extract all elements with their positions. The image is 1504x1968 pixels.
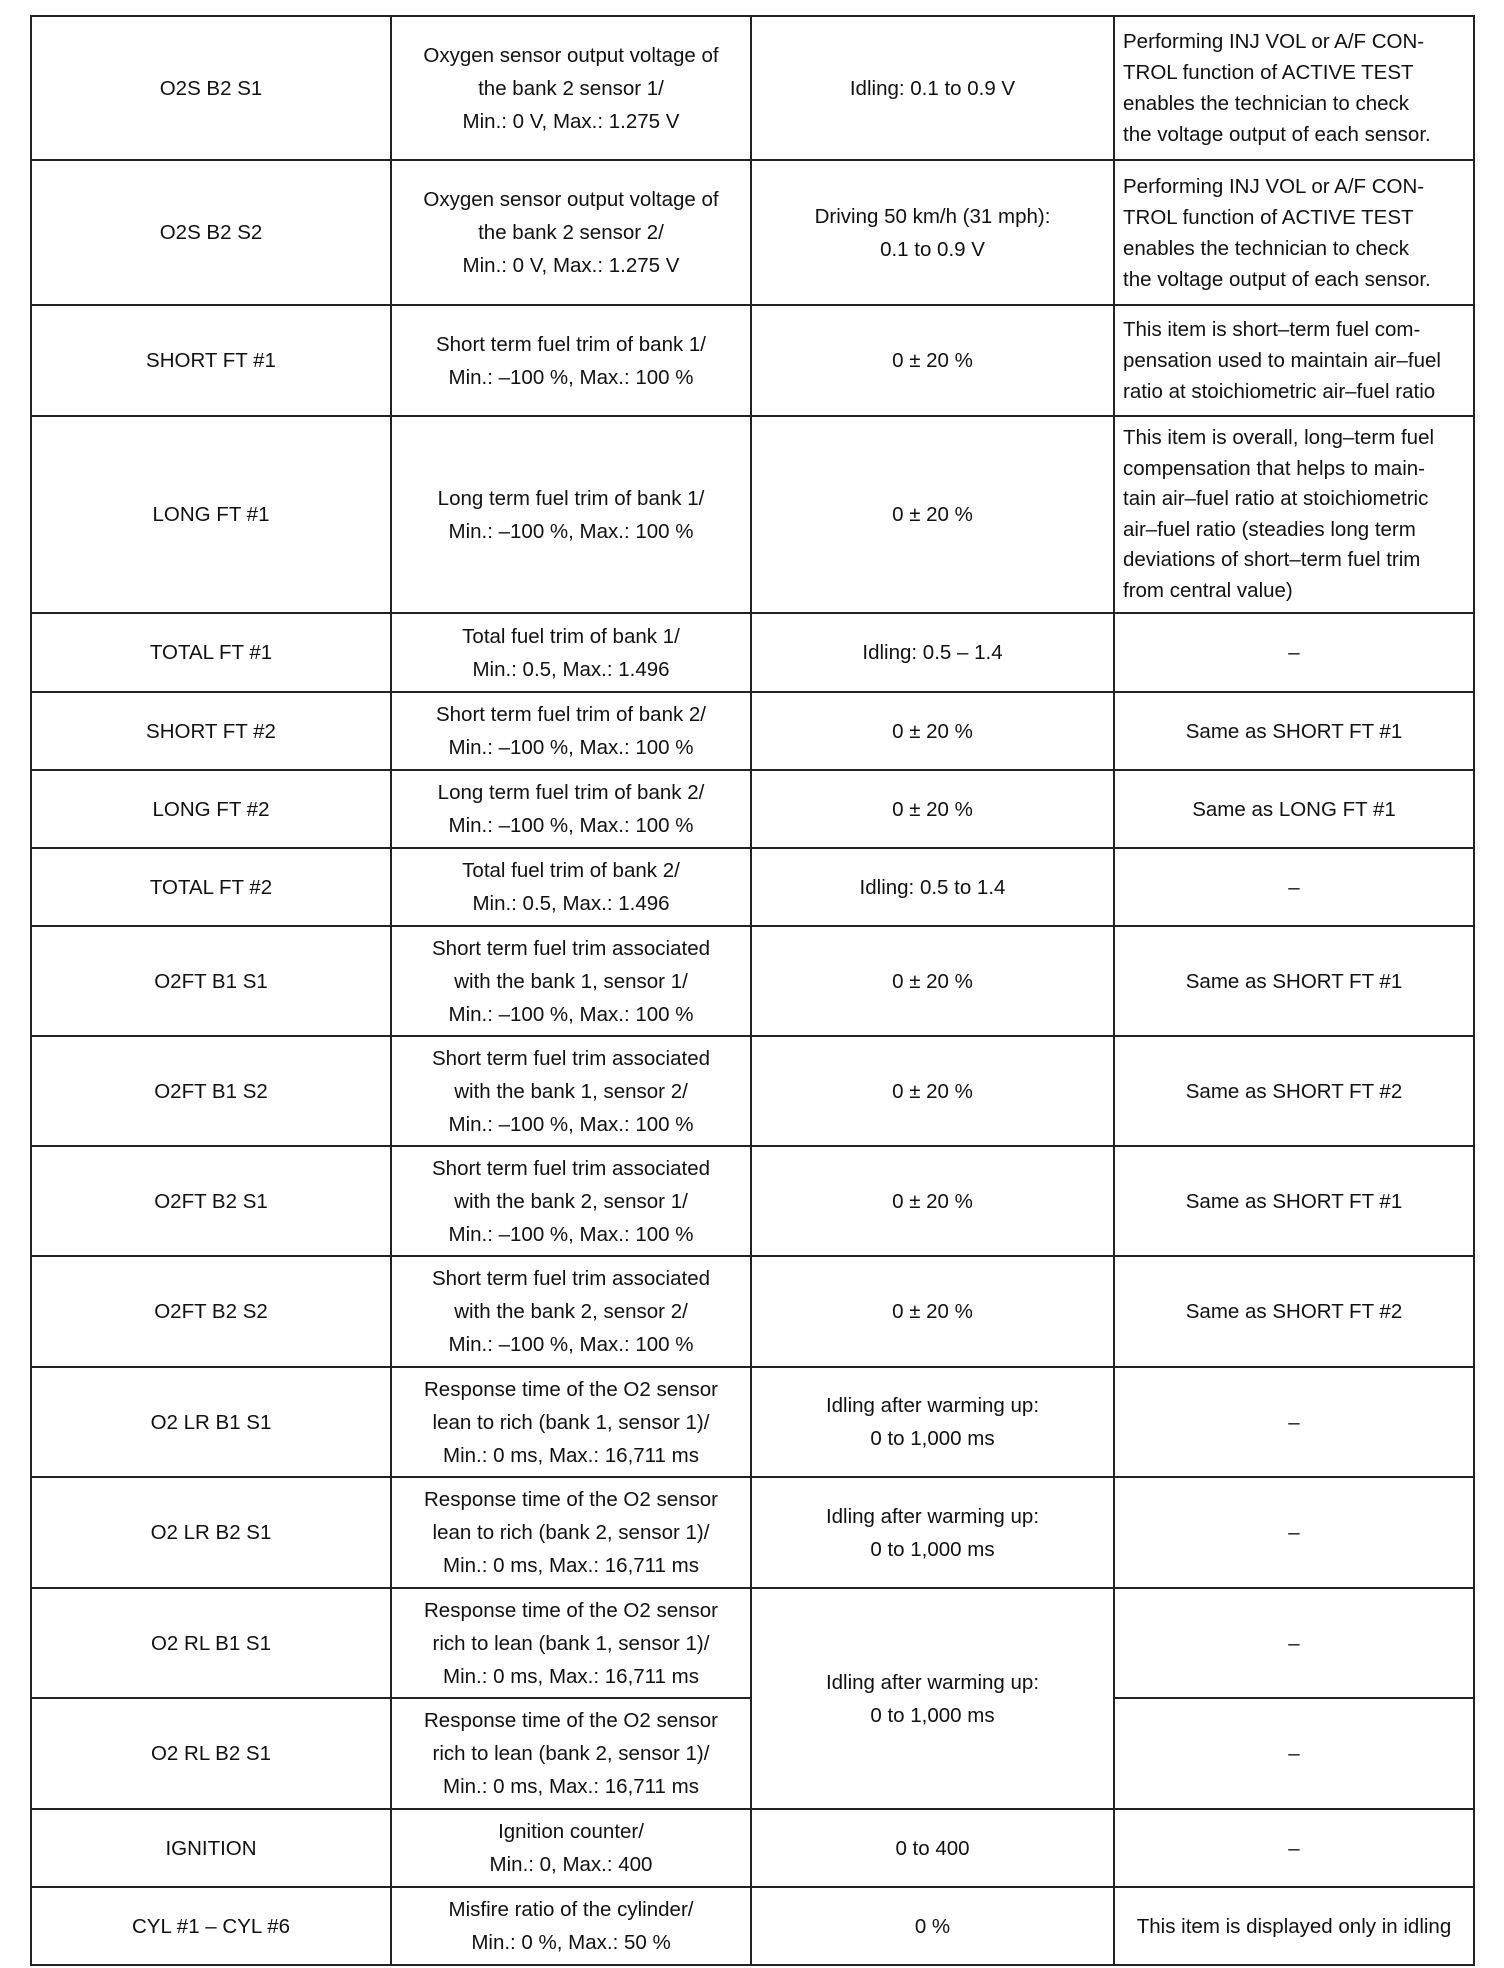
measurement-text: the bank 2 sensor 1/ [478,76,664,100]
measurement-text: Ignition counter/ [498,1820,644,1843]
measurement-text: Min.: 0 ms, Max.: 16,711 ms [443,1664,699,1688]
normal-cell [751,1036,1114,1146]
item-text: CYL #1 – CYL #6 [131,1914,291,1938]
item-text: O2S B2 S1 [159,76,263,100]
remarks-text: pensation used to maintain air–fuel [1123,349,1441,372]
normal-cell [751,613,1114,692]
normal-text: 0 ± 20 % [892,1079,973,1103]
measurement-text: the bank 2 sensor 2/ [478,221,664,244]
measurement-cell [391,305,751,416]
measurement-text: Min.: 0.5, Max.: 1.496 [472,657,670,681]
measurement-text: Response time of the O2 sensor [424,1377,718,1401]
measurement-cell [391,1146,751,1256]
normal-cell [751,926,1114,1036]
measurement-text: Min.: –100 %, Max.: 100 % [448,1333,694,1356]
normal-text: 0 to 1,000 ms [870,1537,995,1561]
measurement-text: Min.: –100 %, Max.: 100 % [448,814,694,837]
measurement-text: Misfire ratio of the cylinder/ [448,1898,694,1921]
normal-text: Driving 50 km/h (31 mph): [814,204,1051,228]
remarks-cell [1114,692,1474,770]
measurement-cell [391,1477,751,1588]
item-cell [31,770,391,848]
table-row [31,1588,1474,1698]
remarks-cell [1114,1887,1474,1965]
remarks-text: Same as SHORT FT #2 [1185,1079,1403,1103]
table-row [31,1367,1474,1477]
measurement-text: Response time of the O2 sensor [424,1488,718,1511]
table-row [31,416,1474,613]
item-cell [31,1809,391,1887]
normal-cell [751,1256,1114,1367]
item-text: LONG FT #2 [152,797,270,821]
remarks-text: – [1288,1521,1300,1544]
remarks-cell [1114,613,1474,692]
item-cell [31,1588,391,1698]
remarks-cell [1114,848,1474,926]
table-row [31,160,1474,305]
remarks-text: ratio at stoichiometric air–fuel ratio [1123,380,1436,403]
measurement-cell [391,1887,751,1965]
normal-cell [751,16,1114,160]
measurement-text: Short term fuel trim associated [432,1156,710,1180]
normal-text: 0 to 1,000 ms [870,1703,995,1727]
item-cell [31,692,391,770]
table-row [31,305,1474,416]
measurement-text: Long term fuel trim of bank 1/ [437,486,705,510]
measurement-text: Long term fuel trim of bank 2/ [437,781,705,804]
measurement-text: with the bank 2, sensor 2/ [454,1300,688,1323]
measurement-text: Min.: –100 %, Max.: 100 % [448,519,694,543]
measurement-text: Total fuel trim of bank 2/ [462,859,680,882]
measurement-cell [391,1256,751,1367]
remarks-text: – [1288,1742,1300,1765]
measurement-cell [391,770,751,848]
remarks-text: Same as SHORT FT #1 [1185,969,1403,993]
measurement-cell [391,1036,751,1146]
measurement-text: Oxygen sensor output voltage of [423,43,719,67]
normal-text: Idling after warming up: [825,1670,1040,1694]
item-cell [31,305,391,416]
item-text: TOTAL FT #2 [149,875,273,899]
measurement-text: Min.: 0.5, Max.: 1.496 [472,892,670,915]
item-cell [31,926,391,1036]
remarks-cell [1114,1367,1474,1477]
measurement-cell [391,1698,751,1809]
item-cell [31,1146,391,1256]
item-cell [31,416,391,613]
normal-text: Idling after warming up: [825,1394,1040,1417]
table-body [31,16,1474,1965]
measurement-text: Min.: 0, Max.: 400 [489,1853,653,1876]
normal-text: 0 ± 20 % [892,719,973,743]
remarks-text: This item is overall, long–term fuel [1123,426,1435,449]
remarks-text: the voltage output of each sensor. [1123,123,1431,146]
normal-text: 0 ± 20 % [892,1300,973,1323]
remarks-cell [1114,1256,1474,1367]
item-text: O2 LR B1 S1 [150,1410,272,1434]
item-text: SHORT FT #2 [146,719,276,743]
item-cell [31,613,391,692]
measurement-text: Min.: –100 %, Max.: 100 % [448,1222,694,1246]
normal-text: Idling: 0.5 to 1.4 [859,875,1006,899]
measurement-text: Min.: –100 %, Max.: 100 % [448,365,694,389]
normal-text: 0 to 400 [895,1836,970,1860]
normal-text: 0 ± 20 % [892,969,973,993]
remarks-text: Same as LONG FT #1 [1192,797,1396,821]
table-row [31,770,1474,848]
table-row [31,1887,1474,1965]
remarks-cell [1114,305,1474,416]
table-row [31,1146,1474,1256]
item-text: O2 LR B2 S1 [150,1521,272,1544]
normal-cell [751,416,1114,613]
measurement-cell [391,16,751,160]
measurement-text: Min.: –100 %, Max.: 100 % [448,1112,694,1136]
measurement-text: Short term fuel trim of bank 2/ [435,703,707,726]
measurement-cell [391,692,751,770]
remarks-text: the voltage output of each sensor. [1123,267,1431,291]
remarks-text: TROL function of ACTIVE TEST [1123,205,1414,229]
table-row [31,926,1474,1036]
normal-cell [751,1809,1114,1887]
measurement-cell [391,160,751,305]
measurement-cell [391,1367,751,1477]
remarks-text: This item is displayed only in idling [1136,1914,1452,1938]
normal-text: 0 ± 20 % [892,503,973,526]
remarks-cell [1114,926,1474,1036]
item-text: LONG FT #1 [152,503,270,526]
measurement-cell [391,613,751,692]
measurement-text: Short term fuel trim associated [432,936,710,960]
remarks-text: This item is short–term fuel com- [1123,318,1421,341]
measurement-text: lean to rich (bank 1, sensor 1)/ [432,1410,710,1434]
measurement-text: lean to rich (bank 2, sensor 1)/ [432,1521,710,1544]
measurement-text: Response time of the O2 sensor [424,1598,718,1622]
normal-text: 0 ± 20 % [892,349,973,372]
item-cell [31,1477,391,1588]
item-text: O2FT B2 S2 [154,1300,268,1323]
measurement-text: Short term fuel trim of bank 1/ [435,332,707,356]
measurement-text: Short term fuel trim associated [432,1046,710,1070]
remarks-text: compensation that helps to main- [1123,456,1425,480]
remarks-text: Performing INJ VOL or A/F CON- [1123,30,1425,53]
remarks-text: air–fuel ratio (steadies long term [1123,517,1416,541]
item-text: O2 RL B1 S1 [150,1631,272,1655]
measurement-cell [391,1809,751,1887]
normal-cell [751,1146,1114,1256]
table-row [31,1477,1474,1588]
measurement-cell [391,926,751,1036]
normal-cell [751,160,1114,305]
remarks-cell [1114,1588,1474,1698]
remarks-cell [1114,770,1474,848]
item-cell [31,1036,391,1146]
remarks-text: Same as SHORT FT #2 [1185,1300,1403,1323]
remarks-text: – [1288,1631,1300,1655]
remarks-cell [1114,416,1474,613]
remarks-cell [1114,1809,1474,1887]
measurement-text: rich to lean (bank 2, sensor 1)/ [432,1742,710,1765]
measurement-text: Response time of the O2 sensor [424,1709,718,1732]
item-cell [31,160,391,305]
measurement-text: with the bank 2, sensor 1/ [454,1189,688,1213]
remarks-cell [1114,16,1474,160]
item-cell [31,16,391,160]
normal-cell [751,770,1114,848]
remarks-text: – [1288,641,1300,664]
measurement-cell [391,1588,751,1698]
normal-text: Idling after warming up: [825,1504,1040,1528]
normal-text: 0 ± 20 % [892,1189,973,1213]
normal-cell [751,1887,1114,1965]
table-row [31,1256,1474,1367]
remarks-text: tain air–fuel ratio at stoichiometric [1123,487,1429,510]
data-list-table [30,15,1475,1966]
measurement-text: Min.: –100 %, Max.: 100 % [448,1002,694,1026]
remarks-text: Same as SHORT FT #1 [1185,719,1403,743]
remarks-text: deviations of short–term fuel trim [1123,548,1421,571]
remarks-cell [1114,1698,1474,1809]
item-cell [31,1887,391,1965]
normal-text: Idling: 0.1 to 0.9 V [849,76,1016,100]
measurement-text: Min.: 0 ms, Max.: 16,711 ms [443,1554,699,1577]
item-text: O2S B2 S2 [159,221,263,244]
remarks-text: – [1288,1410,1300,1434]
item-text: SHORT FT #1 [146,349,276,372]
remarks-cell [1114,1146,1474,1256]
remarks-text: enables the technician to check [1123,92,1410,115]
measurement-text: Oxygen sensor output voltage of [423,188,719,211]
table-row [31,1809,1474,1887]
normal-text: 0.1 to 0.9 V [880,237,985,261]
item-cell [31,1256,391,1367]
measurement-cell [391,848,751,926]
remarks-text: Same as SHORT FT #1 [1185,1189,1403,1213]
table-row [31,692,1474,770]
remarks-cell [1114,160,1474,305]
normal-text: 0 ± 20 % [892,797,973,821]
item-text: O2FT B2 S1 [154,1189,268,1213]
item-cell [31,848,391,926]
remarks-text: – [1288,1836,1300,1860]
remarks-text: from central value) [1123,578,1293,602]
measurement-text: Min.: 0 %, Max.: 50 % [471,1931,671,1954]
remarks-cell [1114,1477,1474,1588]
normal-text: 0 % [914,1914,951,1938]
remarks-cell [1114,1036,1474,1146]
normal-cell [751,1588,1114,1809]
normal-text: Idling: 0.5 – 1.4 [862,641,1003,664]
measurement-text: Min.: 0 V, Max.: 1.275 V [462,254,680,277]
remarks-text: Performing INJ VOL or A/F CON- [1123,174,1425,198]
normal-cell [751,305,1114,416]
normal-cell [751,692,1114,770]
table-row [31,1036,1474,1146]
table-row [31,16,1474,160]
measurement-text: with the bank 1, sensor 1/ [454,969,688,993]
measurement-text: with the bank 1, sensor 2/ [454,1079,688,1103]
table-row [31,848,1474,926]
remarks-text: – [1288,875,1300,899]
measurement-text: Total fuel trim of bank 1/ [462,624,680,648]
normal-cell [751,1477,1114,1588]
item-cell [31,1367,391,1477]
measurement-text: Min.: 0 V, Max.: 1.275 V [462,109,680,133]
normal-cell [751,1367,1114,1477]
measurement-text: Min.: 0 ms, Max.: 16,711 ms [443,1443,699,1467]
item-text: TOTAL FT #1 [149,641,273,664]
table-row [31,613,1474,692]
measurement-text: rich to lean (bank 1, sensor 1)/ [432,1631,710,1655]
item-text: O2FT B1 S1 [154,969,268,993]
remarks-text: enables the technician to check [1123,236,1410,260]
item-text: IGNITION [165,1836,257,1860]
item-text: O2 RL B2 S1 [150,1742,272,1765]
normal-cell [751,848,1114,926]
remarks-text: TROL function of ACTIVE TEST [1123,61,1414,84]
measurement-text: Min.: 0 ms, Max.: 16,711 ms [443,1775,699,1798]
measurement-text: Min.: –100 %, Max.: 100 % [448,736,694,759]
item-text: O2FT B1 S2 [154,1079,268,1103]
normal-text: 0 to 1,000 ms [870,1427,995,1450]
measurement-cell [391,416,751,613]
measurement-text: Short term fuel trim associated [432,1267,710,1290]
item-cell [31,1698,391,1809]
